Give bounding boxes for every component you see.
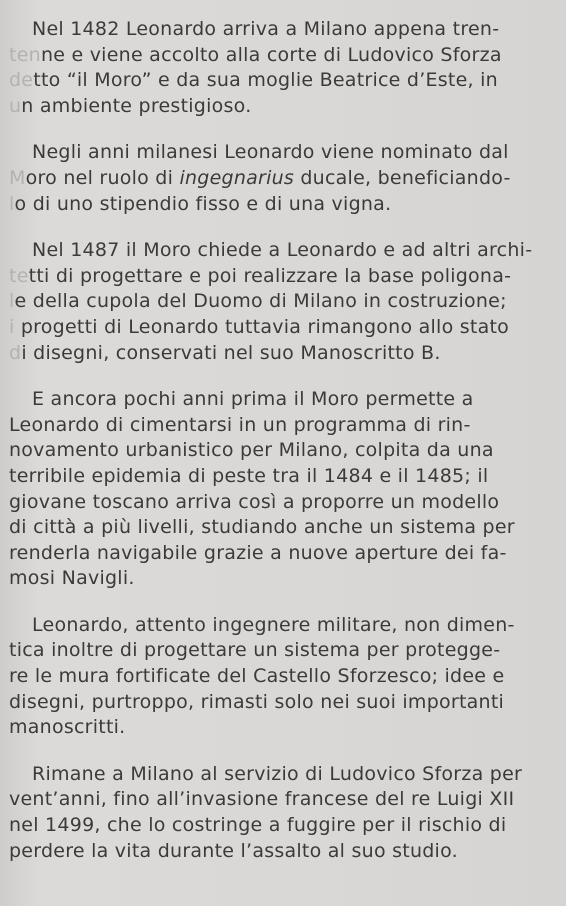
text-line: i progetti di Leonardo tuttavia rimangono allo stato <box>9 315 510 338</box>
text-line: Negli anni milanesi Leonardo viene nominato dal <box>32 141 509 164</box>
text-line: tenne e viene accolto alla corte di Ludovico Sforza <box>9 43 502 66</box>
text-line: E ancora pochi anni prima il Moro permette a <box>32 388 474 411</box>
text-line: di città a più livelli, studiando anche un sistema per <box>9 516 515 539</box>
text-line: lo di uno stipendio fisso e di una vigna. <box>9 192 392 215</box>
text-line: Leonardo di cimentarsi in un programma di rin- <box>9 413 471 436</box>
text-line: nel 1499, che lo costringe a fuggire per il rischio di <box>9 814 507 837</box>
text-line: tetti di progettare e poi realizzare la base poligona- <box>9 264 512 287</box>
paragraph-4 <box>9 387 546 592</box>
text-line: terribile epidemia di peste tra il 1484 e il 1485; il <box>9 464 489 487</box>
paragraph-2 <box>9 140 546 217</box>
text-line: di disegni, conservati nel suo Manoscritto B. <box>9 341 441 364</box>
text-line: Nel 1487 il Moro chiede a Leonardo e ad altri archi- <box>32 239 533 262</box>
text-line: re le mura fortificate del Castello Sforzesco; idee e <box>9 665 505 688</box>
text-line: perdere la vita durante l’assalto al suo studio. <box>9 839 458 862</box>
text-line: Leonardo, attento ingegnere militare, non dimen- <box>32 613 515 636</box>
text-line: un ambiente prestigioso. <box>9 94 252 117</box>
paragraph-3 <box>9 238 546 366</box>
text-line: le della cupola del Duomo di Milano in costruzione; <box>9 290 507 313</box>
paragraph-5 <box>9 613 546 741</box>
text-line: detto “il Moro” e da sua moglie Beatrice d’Este, in <box>9 69 498 92</box>
text-line: disegni, purtroppo, rimasti solo nei suoi importanti <box>9 690 505 713</box>
text-line: renderla navigabile grazie a nuove aperture dei fa- <box>9 541 507 564</box>
text-line: Rimane a Milano al servizio di Ludovico Sforza per <box>32 762 523 785</box>
text-line: giovane toscano arriva così a proporre un modello <box>9 490 500 513</box>
text-line: novamento urbanistico per Milano, colpita da una <box>9 439 494 462</box>
paragraph-6 <box>9 762 546 864</box>
paragraph-1 <box>9 17 546 119</box>
italic-term: ingegnarius <box>179 166 295 189</box>
text-line: mosi Navigli. <box>9 567 135 590</box>
text-line: Moro nel ruolo di ingegnarius ducale, beneficiando- <box>9 166 511 189</box>
text-line: Nel 1482 Leonardo arriva a Milano appena tren- <box>32 18 500 40</box>
text-line: manoscritti. <box>9 716 126 739</box>
text-line: tica inoltre di progettare un sistema per protegge- <box>9 639 501 662</box>
text-line: vent’anni, fino all’invasione francese del re Luigi XII <box>9 788 515 811</box>
